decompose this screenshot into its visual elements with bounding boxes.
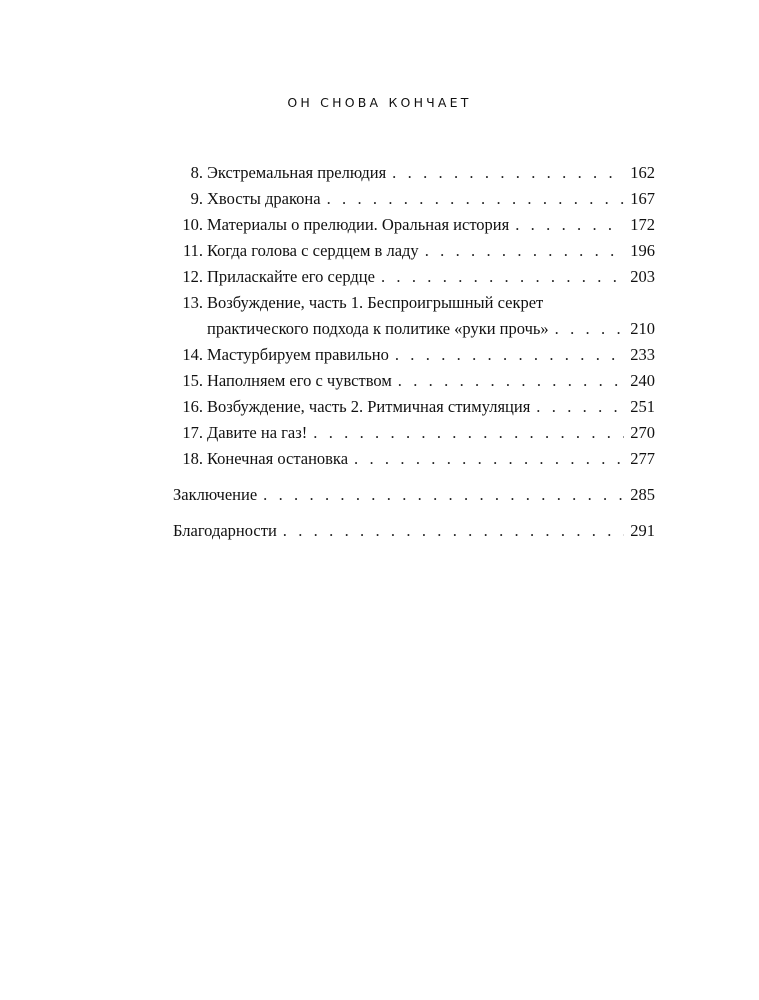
dot-leader: [395, 342, 624, 368]
toc-entry-10[interactable]: [173, 212, 655, 238]
toc-entry-page: 172: [630, 215, 655, 234]
running-head: ОН СНОВА КОНЧАЕТ: [287, 95, 472, 110]
toc-entry-number: 18.: [182, 449, 203, 468]
toc-entry-page: 240: [630, 371, 655, 390]
toc-entry-number: 10.: [182, 215, 203, 234]
toc-entry-number: 13.: [182, 293, 203, 312]
toc-entry-page: 203: [630, 267, 655, 286]
toc-entry-title: Хвосты дракона: [207, 189, 321, 208]
dot-leader: [327, 186, 625, 212]
toc-entry-8[interactable]: [173, 160, 655, 186]
toc-entry-page: 196: [630, 241, 655, 260]
toc-entry-page: 270: [630, 423, 655, 442]
toc-entry-page: 210: [630, 319, 655, 338]
dot-leader: [515, 212, 624, 238]
dot-leader: [425, 238, 625, 264]
toc-entry-title: Наполняем его с чувством: [207, 371, 392, 390]
toc-entry-15[interactable]: [173, 368, 655, 394]
toc-entry-number: 15.: [182, 371, 203, 390]
toc-entry-number: 16.: [182, 397, 203, 416]
toc-entry-number: 8.: [190, 163, 203, 182]
toc-entry-page: 251: [630, 397, 655, 416]
toc-entry-9[interactable]: [173, 186, 655, 212]
section-gap: [173, 472, 655, 482]
toc-entry-title: Когда голова с сердцем в ладу: [207, 241, 419, 260]
toc-entry-page: 162: [630, 163, 655, 182]
toc-entry-title: Конечная остановка: [207, 449, 349, 468]
toc-entry-title: Благодарности: [173, 521, 277, 540]
toc-entry-title-line-1: Возбуждение, часть 1. Беспроигрышный секрет: [207, 293, 544, 312]
toc-entry-title: Давите на газ!: [207, 423, 308, 442]
toc-entry-11[interactable]: [173, 238, 655, 264]
toc-entry-16[interactable]: [173, 394, 655, 420]
table-of-contents: [173, 160, 655, 544]
dot-leader: [354, 446, 624, 472]
dot-leader: [536, 394, 624, 420]
toc-entry-number: 12.: [182, 267, 203, 286]
toc-entry-14[interactable]: [173, 342, 655, 368]
toc-entry-title: Приласкайте его сердце: [207, 267, 375, 286]
toc-entry-12[interactable]: [173, 264, 655, 290]
dot-leader: [263, 482, 624, 508]
dot-leader: [555, 316, 625, 342]
toc-entry-page: 277: [630, 449, 655, 468]
dot-leader: [381, 264, 624, 290]
dot-leader: [283, 518, 624, 544]
toc-entry-title: Возбуждение, часть 2. Ритмичная стимуляция: [207, 397, 531, 416]
toc-entry-page: 285: [630, 485, 655, 504]
toc-entry-page: 291: [630, 521, 655, 540]
toc-entry-title-line-2: практического подхода к политике «руки прочь»: [207, 319, 549, 338]
dot-leader: [392, 160, 624, 186]
toc-entry-page: 167: [630, 189, 655, 208]
toc-entry-title: Мастурбируем правильно: [207, 345, 389, 364]
toc-entry-13[interactable]: [173, 290, 655, 342]
toc-entry-title: Заключение: [173, 485, 258, 504]
toc-entry-number: 14.: [182, 345, 203, 364]
toc-entry-title: Экстремальная прелюдия: [207, 163, 387, 182]
toc-entry-17[interactable]: [173, 420, 655, 446]
toc-entry-page: 233: [630, 345, 655, 364]
toc-entry-number: 11.: [182, 241, 203, 260]
dot-leader: [313, 420, 624, 446]
toc-entry-conclusion[interactable]: [173, 482, 655, 508]
dot-leader: [398, 368, 624, 394]
toc-entry-number: 17.: [182, 423, 203, 442]
toc-entry-18[interactable]: [173, 446, 655, 472]
section-gap: [173, 508, 655, 518]
toc-entry-acknowledgements[interactable]: [173, 518, 655, 544]
toc-entry-title: Материалы о прелюдии. Оральная история: [207, 215, 510, 234]
toc-entry-number: 9.: [190, 189, 203, 208]
